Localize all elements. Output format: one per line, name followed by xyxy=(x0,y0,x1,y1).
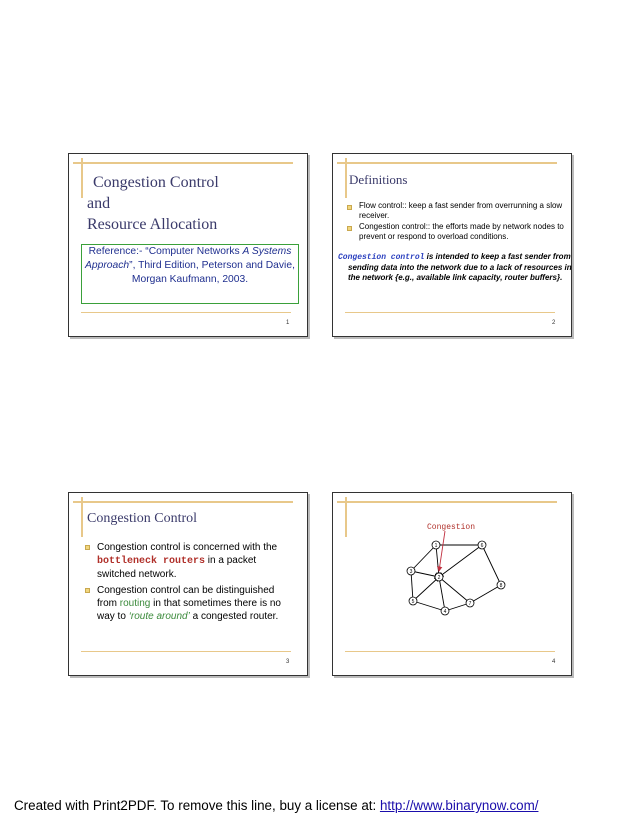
slide-decoration xyxy=(81,312,291,313)
slide-2 xyxy=(332,153,572,337)
slide-3 xyxy=(68,492,308,676)
slide-decoration xyxy=(81,158,83,198)
list-item: Congestion control can be distinguished from routing in that sometimes there is no way to ‘route around’ a congested router. xyxy=(85,584,287,623)
list-item: Congestion control:: the efforts made by network nodes to prevent or respond to overload conditions. xyxy=(347,222,565,242)
network-links xyxy=(411,545,501,611)
node-8 xyxy=(497,581,505,589)
svg-text:7: 7 xyxy=(468,601,472,607)
node-6 xyxy=(478,541,486,549)
binarynow-link[interactable]: http://www.binarynow.com/ xyxy=(379,798,539,813)
svg-text:5: 5 xyxy=(411,599,415,605)
node-1 xyxy=(432,541,440,549)
footer-text: Created with Print2PDF. To remove this line, buy a license at: xyxy=(14,798,380,813)
slide-decoration xyxy=(337,162,557,164)
slide-decoration xyxy=(345,651,555,652)
slide-number: 1 xyxy=(286,320,290,326)
svg-text:3: 3 xyxy=(409,569,413,575)
node-7 xyxy=(466,599,474,607)
slide-number: 3 xyxy=(286,659,290,665)
list-item: Congestion control is concerned with the bottleneck routers in a packet switched network. xyxy=(85,541,287,581)
slide-4 xyxy=(332,492,572,676)
list-item: Flow control:: keep a fast sender from overrunning a slow receiver. xyxy=(347,201,565,221)
slide-number: 4 xyxy=(552,659,556,665)
reference-box: Reference:- “Computer Networks A Systems Approach”, Third Edition, Peterson and Davie, Morgan Kaufmann, 2003. xyxy=(81,244,299,304)
slide-decoration xyxy=(81,651,291,652)
congestion-control-definition: Congestion control is intended to keep a fast sender from sending data into the network due to a lack of resources in the network {e.g., available link capacity, router buffers}. xyxy=(338,252,572,282)
slide-decoration xyxy=(73,162,293,164)
slide-decoration xyxy=(81,497,83,537)
network-diagram xyxy=(333,493,571,643)
slide-2-title: Definitions xyxy=(349,172,408,187)
svg-text:8: 8 xyxy=(499,583,503,589)
svg-text:1: 1 xyxy=(434,543,438,549)
slide-1-title: Congestion Control and Resource Allocation xyxy=(87,174,219,233)
slide-decoration xyxy=(345,312,555,313)
congestion-list xyxy=(85,541,287,623)
svg-text:4: 4 xyxy=(443,609,447,615)
slide-decoration xyxy=(73,501,293,503)
slide-decoration xyxy=(345,158,347,198)
congestion-label: Congestion xyxy=(427,523,476,532)
node-3 xyxy=(407,567,415,575)
node-5 xyxy=(409,597,417,605)
print2pdf-footer xyxy=(14,798,538,813)
node-2 xyxy=(435,573,443,581)
slide-1 xyxy=(68,153,308,337)
svg-text:2: 2 xyxy=(437,575,441,581)
slide-number: 2 xyxy=(552,320,556,326)
svg-text:6: 6 xyxy=(480,543,484,549)
definitions-list xyxy=(347,201,565,242)
slide-3-title: Congestion Control xyxy=(87,511,198,526)
node-4 xyxy=(441,607,449,615)
